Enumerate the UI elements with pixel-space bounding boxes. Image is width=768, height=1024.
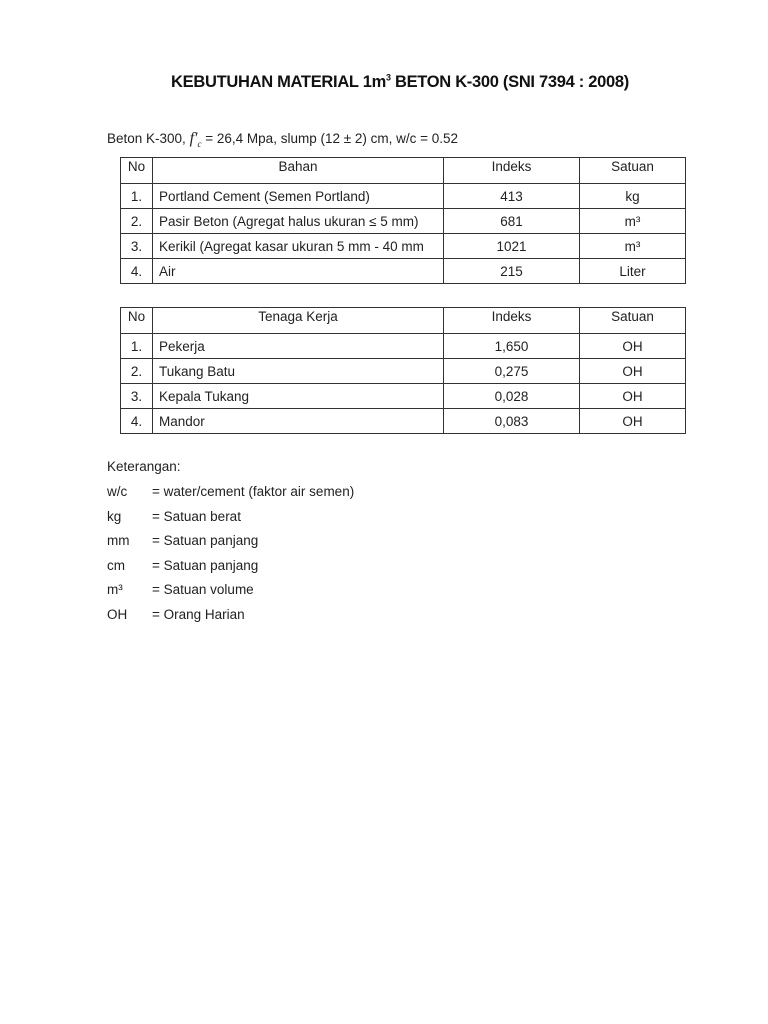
header-no: No xyxy=(121,308,153,334)
list-item xyxy=(107,557,354,582)
cell-no: 1. xyxy=(121,334,153,359)
cell-satuan: m³ xyxy=(580,234,686,259)
cell-indeks: 1021 xyxy=(444,234,580,259)
concrete-spec-line xyxy=(107,130,458,148)
note-definition: = Orang Harian xyxy=(152,606,245,622)
header-indeks: Indeks xyxy=(444,158,580,184)
list-item xyxy=(107,581,354,606)
cell-bahan: Pasir Beton (Agregat halus ukuran ≤ 5 mm) xyxy=(153,209,444,234)
title-text-start: KEBUTUHAN MATERIAL 1m xyxy=(171,73,386,91)
spec-prefix: Beton K-300, xyxy=(107,131,190,146)
table-row xyxy=(121,409,686,434)
cell-no: 4. xyxy=(121,409,153,434)
note-definition: = Satuan volume xyxy=(152,582,254,597)
header-satuan: Satuan xyxy=(580,158,686,184)
cell-bahan: Portland Cement (Semen Portland) xyxy=(153,184,444,209)
cell-satuan: OH xyxy=(580,384,686,409)
cell-no: 2. xyxy=(121,359,153,384)
fc-symbol xyxy=(189,130,202,150)
table-row xyxy=(121,384,686,409)
cell-satuan: OH xyxy=(580,409,686,434)
title-superscript: 3 xyxy=(385,72,391,83)
note-abbreviation: m³ xyxy=(107,582,123,597)
header-tenaga-kerja: Tenaga Kerja xyxy=(153,308,444,334)
note-definition: = Satuan panjang xyxy=(152,557,259,573)
cell-no: 1. xyxy=(121,184,153,209)
cell-no: 3. xyxy=(121,384,153,409)
table-row xyxy=(121,234,686,259)
table-row xyxy=(121,334,686,359)
note-definition: = water/cement (faktor air semen) xyxy=(152,484,355,499)
note-abbreviation: cm xyxy=(107,557,125,573)
cell-bahan: Kerikil (Agregat kasar ukuran 5 mm - 40 mm xyxy=(153,234,444,259)
note-definition: = Satuan berat xyxy=(152,508,241,524)
cell-satuan: OH xyxy=(580,359,686,384)
cell-indeks: 413 xyxy=(444,184,580,209)
note-abbreviation: w/c xyxy=(107,484,128,499)
note-abbreviation: kg xyxy=(107,508,122,524)
cell-no: 3. xyxy=(121,234,153,259)
table-row xyxy=(121,359,686,384)
table-row xyxy=(121,184,686,209)
note-abbreviation: OH xyxy=(107,606,128,622)
notes-section xyxy=(107,458,354,630)
note-abbreviation: mm xyxy=(107,533,130,548)
fc-symbol-main: f′ xyxy=(189,130,198,147)
title-text-end: BETON K-300 (SNI 7394 : 2008) xyxy=(390,73,629,91)
cell-satuan: kg xyxy=(580,184,686,209)
list-item xyxy=(107,532,354,557)
cell-indeks: 0,028 xyxy=(444,384,580,409)
materials-table-header xyxy=(121,158,686,184)
cell-no: 4. xyxy=(121,259,153,284)
cell-indeks: 215 xyxy=(444,259,580,284)
page-title xyxy=(0,73,768,92)
header-satuan: Satuan xyxy=(580,308,686,334)
header-no: No xyxy=(121,158,153,184)
note-definition: = Satuan panjang xyxy=(152,533,259,548)
cell-indeks: 681 xyxy=(444,209,580,234)
cell-indeks: 1,650 xyxy=(444,334,580,359)
header-bahan: Bahan xyxy=(153,158,444,184)
cell-no: 2. xyxy=(121,209,153,234)
notes-heading: Keterangan: xyxy=(107,459,181,474)
materials-table xyxy=(120,157,686,284)
labor-table xyxy=(120,307,686,434)
cell-satuan: OH xyxy=(580,334,686,359)
labor-table-header xyxy=(121,308,686,334)
list-item xyxy=(107,483,354,508)
table-row xyxy=(121,209,686,234)
spec-suffix: = 26,4 Mpa, slump (12 ± 2) cm, w/c = 0.52 xyxy=(201,131,459,146)
list-item xyxy=(107,606,354,631)
cell-tenaga-kerja: Kepala Tukang xyxy=(153,384,444,409)
header-indeks: Indeks xyxy=(444,308,580,334)
cell-indeks: 0,083 xyxy=(444,409,580,434)
table-row xyxy=(121,259,686,284)
cell-tenaga-kerja: Tukang Batu xyxy=(153,359,444,384)
list-item xyxy=(107,508,354,533)
cell-satuan: m³ xyxy=(580,209,686,234)
cell-bahan: Air xyxy=(153,259,444,284)
cell-satuan: Liter xyxy=(580,259,686,284)
cell-tenaga-kerja: Mandor xyxy=(153,409,444,434)
cell-tenaga-kerja: Pekerja xyxy=(153,334,444,359)
fc-symbol-subscript: c xyxy=(197,139,202,150)
cell-indeks: 0,275 xyxy=(444,359,580,384)
